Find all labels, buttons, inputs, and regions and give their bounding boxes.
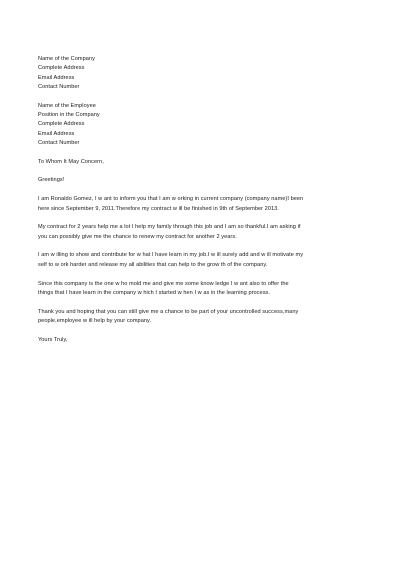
recipient-email-address: Email Address — [38, 130, 75, 137]
recipient-complete-address: Complete Address — [38, 121, 85, 128]
paragraph-line: I am w illing to show and contribute for w hat I have learn in my job.I w ill surely add and w ill motivate my — [38, 252, 304, 259]
paragraph-line: Since this company is the one w ho mold me and give me some know ledge I w ant also to offer the — [38, 280, 289, 287]
spacer — [38, 186, 378, 196]
body-paragraph-2 — [38, 223, 378, 242]
sender-email-address: Email Address — [38, 74, 75, 81]
letter-body — [38, 55, 378, 345]
sender-address-block — [38, 55, 378, 92]
paragraph-line: you can possibly give me the chance to renew my contract for another 2 years. — [38, 233, 237, 240]
spacer — [38, 148, 378, 158]
paragraph-line: things that I have learn in the company w hich I started w hen I w as in the learning process. — [38, 289, 270, 296]
sender-company-name: Name of the Company — [38, 56, 95, 62]
paragraph-line: people,employee w ill help by your company. — [38, 317, 152, 324]
spacer — [38, 326, 378, 336]
spacer — [38, 298, 378, 308]
recipient-address-block — [38, 102, 378, 148]
spacer — [38, 270, 378, 280]
body-paragraph-3 — [38, 251, 378, 270]
spacer — [38, 167, 378, 177]
body-paragraph-4 — [38, 280, 378, 299]
body-paragraph-1 — [38, 195, 378, 214]
sender-complete-address: Complete Address — [38, 65, 85, 72]
recipient-employee-name: Name of the Employee — [38, 102, 96, 109]
sender-contact-number: Contact Number — [38, 83, 80, 90]
recipient-position: Position in the Company — [38, 111, 100, 118]
paragraph-line: self to w ork harder and release my all abilities that can help to the grow th of the company. — [38, 261, 268, 268]
paragraph-line: here since September 9, 2011.Therefore my contract w ill be finished in 9th of September 2013. — [38, 205, 279, 212]
body-paragraph-5 — [38, 308, 378, 327]
paragraph-line: My contract for 2 years help me a lot I help my family through this job and I am so thankful.I am asking if — [38, 224, 301, 231]
greeting: Greetings! — [38, 177, 65, 184]
paragraph-line: I am Ronaldo Gomez, I w ant to inform you that I am w orking in current company (company name)I been — [38, 196, 304, 203]
spacer — [38, 92, 378, 102]
salutation: To Whom It May Concern, — [38, 158, 104, 165]
closing: Yours Truly, — [38, 336, 68, 343]
spacer — [38, 214, 378, 224]
paragraph-line: Thank you and hoping that you can still give me a chance to be part of your uncontrolled success,many — [38, 308, 299, 315]
recipient-contact-number: Contact Number — [38, 139, 80, 146]
spacer — [38, 242, 378, 252]
